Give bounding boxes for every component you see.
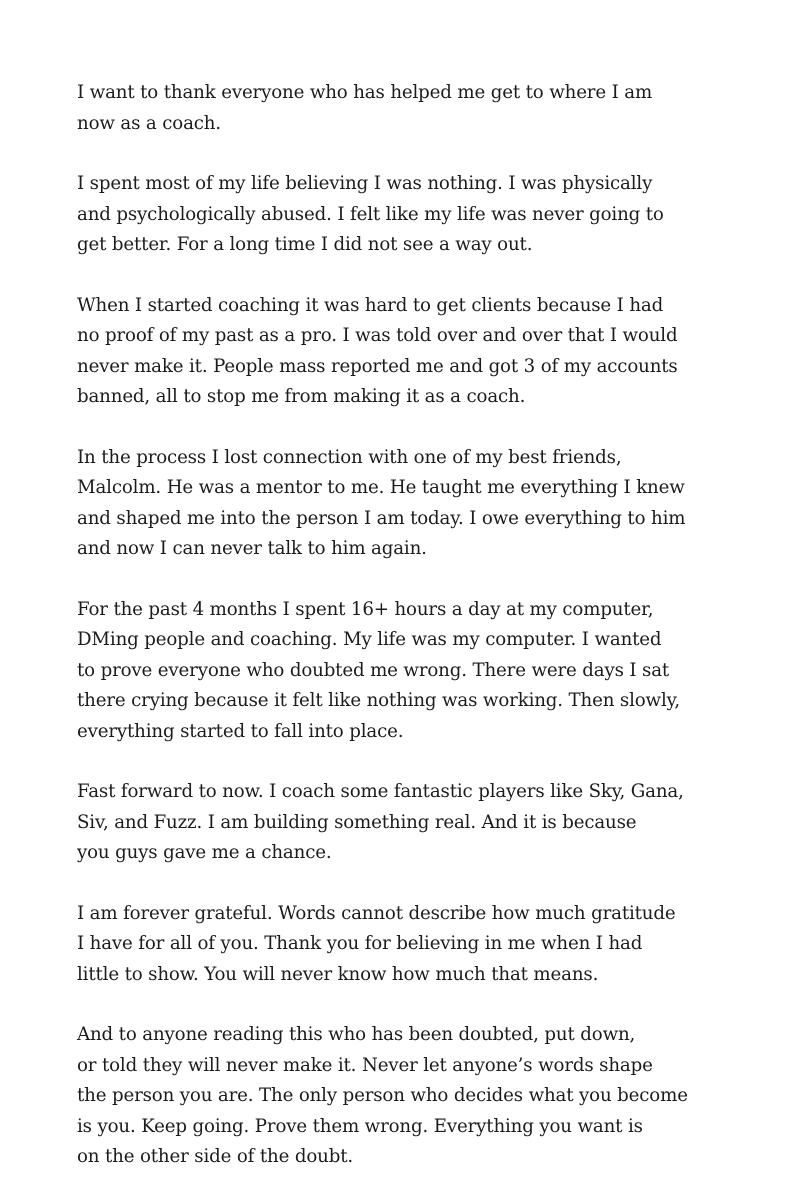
text-line: now as a coach. [77, 112, 222, 134]
paragraph-closing [77, 1020, 730, 1173]
paragraph-mentor [77, 443, 730, 565]
text-line: never make it. People mass reported me and got 3 of my accounts [77, 355, 678, 377]
text-line: to prove everyone who doubted me wrong. There were days I sat [77, 659, 670, 681]
text-line: and shaped me into the person I am today. I owe everything to him [77, 507, 686, 529]
text-line: In the process I lost connection with one of my best friends, [77, 446, 622, 468]
text-line: is you. Keep going. Prove them wrong. Everything you want is [77, 1115, 643, 1137]
text-line: When I started coaching it was hard to get clients because I had [77, 294, 664, 316]
paragraph-starting-coaching [77, 291, 730, 413]
text-line: the person you are. The only person who decides what you become [77, 1085, 688, 1106]
text-line: there crying because it felt like nothing was working. Then slowly, [77, 690, 680, 711]
paragraph-hard-work [77, 595, 730, 748]
text-line: I want to thank everyone who has helped me get to where I am [77, 82, 653, 103]
text-line: on the other side of the doubt. [77, 1146, 353, 1167]
text-line: Siv, and Fuzz. I am building something real. And it is because [77, 811, 637, 833]
text-line: banned, all to stop me from making it as a coach. [77, 386, 526, 407]
text-line: I have for all of you. Thank you for believing in me when I had [77, 933, 643, 954]
text-line: and psychologically abused. I felt like my life was never going to [77, 203, 664, 225]
text-line: DMing people and coaching. My life was my computer. I wanted [77, 629, 662, 650]
text-line: little to show. You will never know how much that means. [77, 963, 599, 985]
text-line: no proof of my past as a pro. I was told over and over that I would [77, 325, 678, 346]
paragraph-gratitude [77, 899, 730, 991]
text-line: I am forever grateful. Words cannot describe how much gratitude [77, 902, 676, 924]
text-line: And to anyone reading this who has been doubted, put down, [77, 1024, 636, 1045]
text-line: everything started to fall into place. [77, 720, 404, 742]
text-line: Malcolm. He was a mentor to me. He taught me everything I knew [77, 477, 685, 498]
text-line: For the past 4 months I spent 16+ hours a day at my computer, [77, 598, 654, 620]
paragraph-now [77, 777, 730, 869]
text-line: I spent most of my life believing I was nothing. I was physically [77, 173, 653, 194]
text-line: get better. For a long time I did not see a way out. [77, 234, 533, 255]
paragraph-past [77, 169, 730, 261]
text-line: and now I can never talk to him again. [77, 538, 427, 559]
text-line: or told they will never make it. Never let anyone’s words shape [77, 1054, 653, 1076]
text-line: you guys gave me a chance. [77, 842, 332, 863]
paragraph-thanks [77, 78, 730, 139]
text-line: Fast forward to now. I coach some fantastic players like Sky, Gana, [77, 781, 684, 802]
